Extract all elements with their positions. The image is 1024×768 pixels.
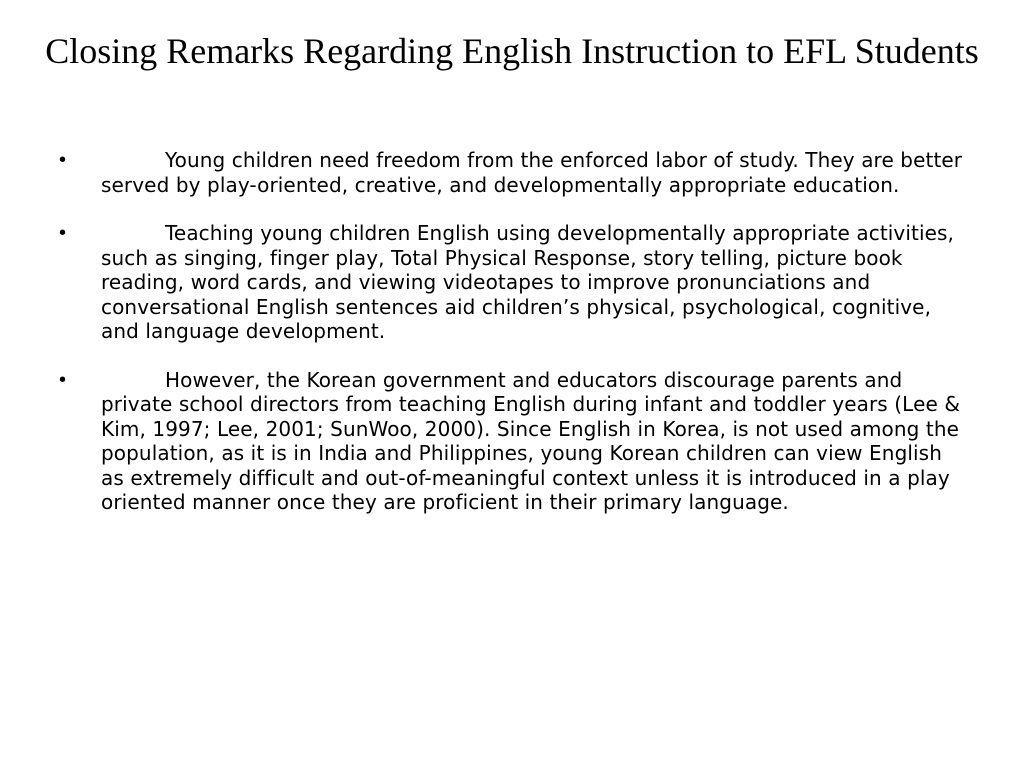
bullet-list xyxy=(56,148,968,539)
bullet-item-1 xyxy=(56,148,968,197)
bullet-dot-icon: • xyxy=(59,149,67,171)
bullet-text: However, the Korean government and educators discourage parents and private school directors from teaching English during infant and toddler years (Lee & Kim, 1997; Lee, 2001; SunWoo, 2000). Since English in Korea, is not used among the population, as it is in India and Philippines, young Korean children can view English as extremely difficult and out-of-meaningful context unless it is introduced in a play oriented manner once they are proficient in their primary language. xyxy=(101,367,961,514)
bullet-item-2 xyxy=(56,221,968,344)
bullet-dot-icon: • xyxy=(59,222,67,244)
slide-title: Closing Remarks Regarding English Instruction to EFL Students xyxy=(45,31,979,71)
bullet-text: Young children need freedom from the enforced labor of study. They are better served by play-oriented, creative, and developmentally appropriate education. xyxy=(101,148,963,197)
bullet-dot-icon: • xyxy=(59,368,67,391)
bullet-text: Teaching young children English using developmentally appropriate activities, such as singing, finger play, Total Physical Response, story telling, picture book reading, word cards, and viewing videotapes to improve pronunciations and conversational English sentences aid children’s physical, psychological, cognitive, and language development. xyxy=(101,221,954,343)
bullet-item-3 xyxy=(56,368,968,515)
